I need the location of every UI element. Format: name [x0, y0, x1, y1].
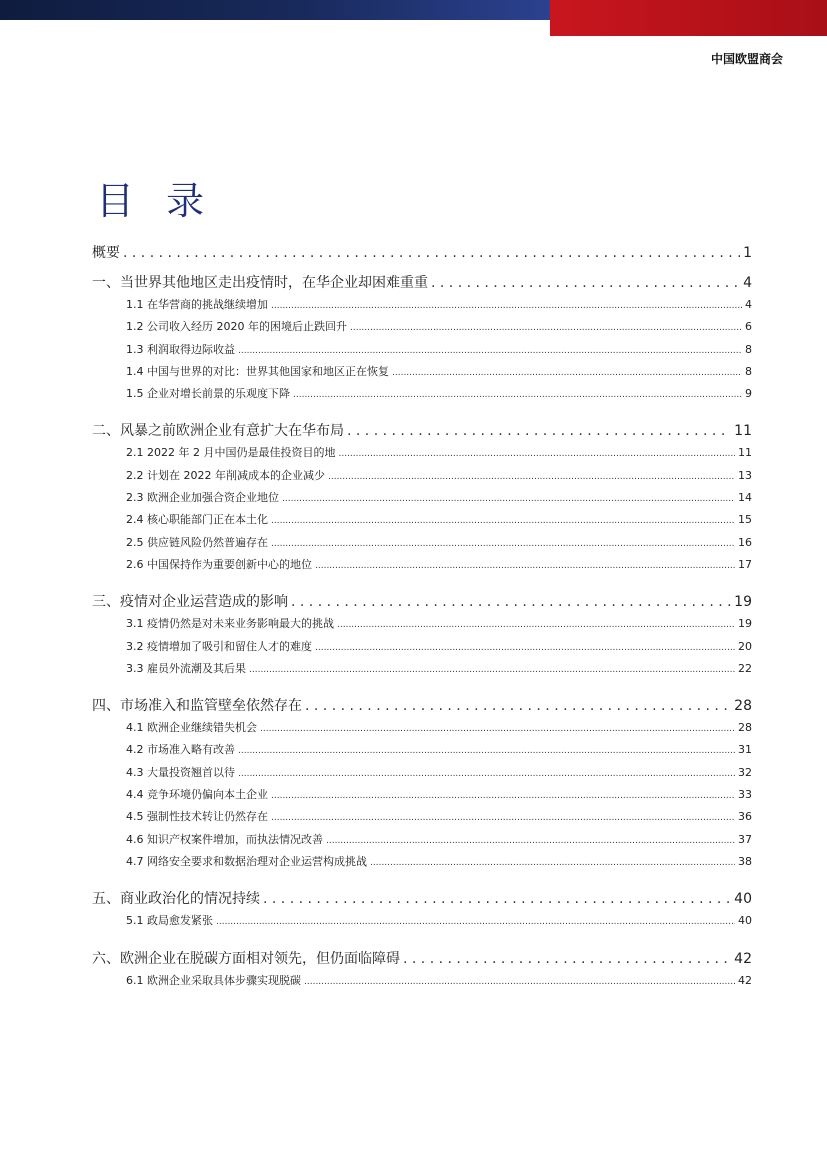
toc-section-page: 40: [734, 891, 752, 908]
toc-section-4[interactable]: [92, 695, 752, 717]
toc-leader-dots: [249, 659, 735, 681]
toc-leader-dots: [123, 242, 740, 264]
toc-leader-dots: [328, 466, 735, 488]
toc-item-label: 4.1 欧洲企业继续错失机会: [126, 721, 257, 735]
toc-leader-dots: [304, 971, 735, 993]
toc-item[interactable]: [92, 762, 752, 784]
toc-item[interactable]: [92, 316, 752, 338]
toc-item-page: 31: [738, 743, 752, 757]
toc-leader-dots: [403, 948, 731, 970]
toc-section-page: 19: [734, 594, 752, 611]
toc-leader-dots: [238, 740, 735, 762]
toc-item-page: 13: [738, 468, 752, 482]
toc-item-page: 33: [738, 788, 752, 802]
toc-section-label: 五、商业政治化的情况持续: [92, 891, 260, 908]
toc-section-3[interactable]: [92, 591, 752, 613]
toc-leader-dots: [271, 785, 735, 807]
toc-entry-page: 1: [743, 245, 752, 261]
toc-item-page: 16: [738, 535, 752, 549]
toc-leader-dots: [431, 272, 740, 294]
header-bar-red: [550, 0, 827, 36]
table-of-contents: [92, 242, 752, 992]
toc-item-page: 19: [738, 617, 752, 631]
toc-leader-dots: [305, 695, 731, 717]
toc-item-label: 4.4 竞争环境仍偏向本土企业: [126, 788, 268, 802]
page-title: 目 录: [96, 179, 215, 223]
toc-section-2[interactable]: [92, 420, 752, 442]
toc-item-page: 28: [738, 721, 752, 735]
toc-item-page: 11: [738, 446, 752, 460]
toc-item-label: 4.7 网络安全要求和数据治理对企业运营构成挑战: [126, 854, 367, 868]
toc-leader-dots: [350, 317, 742, 339]
toc-item[interactable]: [92, 658, 752, 680]
toc-item[interactable]: [92, 613, 752, 635]
toc-leader-dots: [238, 340, 742, 362]
toc-item[interactable]: [92, 442, 752, 464]
toc-item-page: 8: [745, 342, 752, 356]
toc-leader-dots: [315, 555, 735, 577]
toc-leader-dots: [326, 830, 735, 852]
toc-item[interactable]: [92, 532, 752, 554]
toc-item[interactable]: [92, 717, 752, 739]
toc-item-page: 6: [745, 320, 752, 334]
toc-item[interactable]: [92, 383, 752, 405]
toc-item-label: 1.3 利润取得边际收益: [126, 342, 235, 356]
toc-item[interactable]: [92, 487, 752, 509]
toc-section-label: 六、欧洲企业在脱碳方面相对领先，但仍面临障碍: [92, 950, 400, 967]
toc-leader-dots: [315, 637, 735, 659]
toc-item-label: 6.1 欧洲企业采取具体步骤实现脱碳: [126, 973, 301, 987]
toc-item-page: 22: [738, 661, 752, 675]
toc-item-label: 2.1 2022 年 2 月中国仍是最佳投资目的地: [126, 446, 336, 460]
toc-item-label: 1.5 企业对增长前景的乐观度下降: [126, 387, 290, 401]
toc-item[interactable]: [92, 339, 752, 361]
toc-item-label: 4.5 强制性技术转让仍然存在: [126, 810, 268, 824]
toc-section-page: 4: [743, 275, 752, 291]
toc-item-page: 20: [738, 639, 752, 653]
toc-leader-dots: [271, 807, 735, 829]
toc-item[interactable]: [92, 970, 752, 992]
toc-section-label: 三、疫情对企业运营造成的影响: [92, 594, 288, 611]
toc-item[interactable]: [92, 554, 752, 576]
toc-item-label: 2.6 中国保持作为重要创新中心的地位: [126, 557, 312, 571]
toc-item-label: 2.4 核心职能部门正在本土化: [126, 513, 268, 527]
toc-item-label: 1.2 公司收入经历 2020 年的困境后止跌回升: [126, 320, 347, 334]
toc-leader-dots: [216, 911, 735, 933]
toc-item-page: 4: [745, 298, 752, 311]
toc-leader-dots: [392, 362, 742, 384]
toc-item-label: 3.1 疫情仍然是对未来业务影响最大的挑战: [126, 617, 334, 631]
toc-item-page: 14: [738, 491, 752, 505]
toc-item[interactable]: [92, 784, 752, 806]
toc-item[interactable]: [92, 910, 752, 932]
toc-item-label: 3.2 疫情增加了吸引和留住人才的难度: [126, 639, 312, 653]
toc-leader-dots: [347, 420, 731, 442]
toc-leader-dots: [370, 852, 735, 874]
toc-section-6[interactable]: [92, 948, 752, 970]
toc-leader-dots: [338, 443, 735, 465]
toc-item-label: 2.5 供应链风险仍然普遍存在: [126, 535, 268, 549]
toc-section-1[interactable]: [92, 272, 752, 294]
header-bar-navy: [0, 0, 550, 20]
toc-item-label: 2.2 计划在 2022 年削减成本的企业减少: [126, 468, 325, 482]
toc-item-page: 32: [738, 765, 752, 779]
toc-section-label: 四、市场准入和监管壁垒依然存在: [92, 698, 302, 715]
toc-section-5[interactable]: [92, 888, 752, 910]
toc-leader-dots: [337, 614, 735, 636]
toc-entry-label: 概要: [92, 245, 120, 261]
toc-leader-dots: [263, 888, 731, 910]
toc-leader-dots: [291, 591, 731, 613]
toc-section-page: 28: [734, 698, 752, 715]
toc-item-label: 3.3 雇员外流潮及其后果: [126, 661, 246, 675]
toc-item-label: 1.1 在华营商的挑战继续增加: [126, 298, 268, 311]
toc-item[interactable]: [92, 636, 752, 658]
toc-item[interactable]: [92, 465, 752, 487]
toc-item-page: 37: [738, 832, 752, 846]
toc-leader-dots: [282, 488, 735, 510]
toc-item[interactable]: [92, 851, 752, 873]
toc-item-label: 4.6 知识产权案件增加，而执法情况改善: [126, 832, 323, 846]
toc-item-label: 4.2 市场准入略有改善: [126, 743, 235, 757]
toc-item-label: 5.1 政局愈发紧张: [126, 914, 213, 928]
toc-leader-dots: [260, 718, 735, 740]
toc-leader-dots: [271, 533, 735, 555]
toc-item-page: 8: [745, 364, 752, 378]
toc-leader-dots: [293, 384, 742, 406]
toc-item-page: 15: [738, 513, 752, 527]
toc-item-page: 40: [738, 914, 752, 928]
toc-leader-dots: [238, 763, 735, 785]
toc-section-label: 二、风暴之前欧洲企业有意扩大在华布局: [92, 423, 344, 440]
header-color-bar: [0, 0, 827, 36]
toc-item[interactable]: [92, 361, 752, 383]
toc-item-page: 42: [738, 973, 752, 987]
toc-leader-dots: [271, 510, 735, 532]
toc-item-page: 36: [738, 810, 752, 824]
toc-section-page: 11: [734, 423, 752, 440]
organization-name: 中国欧盟商会: [710, 52, 783, 66]
toc-item[interactable]: [92, 806, 752, 828]
toc-item[interactable]: [92, 739, 752, 761]
toc-item[interactable]: [92, 294, 752, 316]
toc-item[interactable]: [92, 509, 752, 531]
toc-item-label: 2.3 欧洲企业加强合资企业地位: [126, 491, 279, 505]
toc-item[interactable]: [92, 829, 752, 851]
toc-item-label: 4.3 大量投资翘首以待: [126, 765, 235, 779]
toc-section-label: 一、当世界其他地区走出疫情时，在华企业却困难重重: [92, 275, 428, 291]
toc-item-label: 1.4 中国与世界的对比：世界其他国家和地区正在恢复: [126, 364, 389, 378]
toc-section-page: 42: [734, 950, 752, 967]
toc-item-page: 9: [745, 387, 752, 401]
toc-entry-summary[interactable]: [92, 242, 752, 264]
toc-item-page: 38: [738, 854, 752, 868]
toc-item-page: 17: [738, 557, 752, 571]
toc-leader-dots: [271, 295, 742, 317]
